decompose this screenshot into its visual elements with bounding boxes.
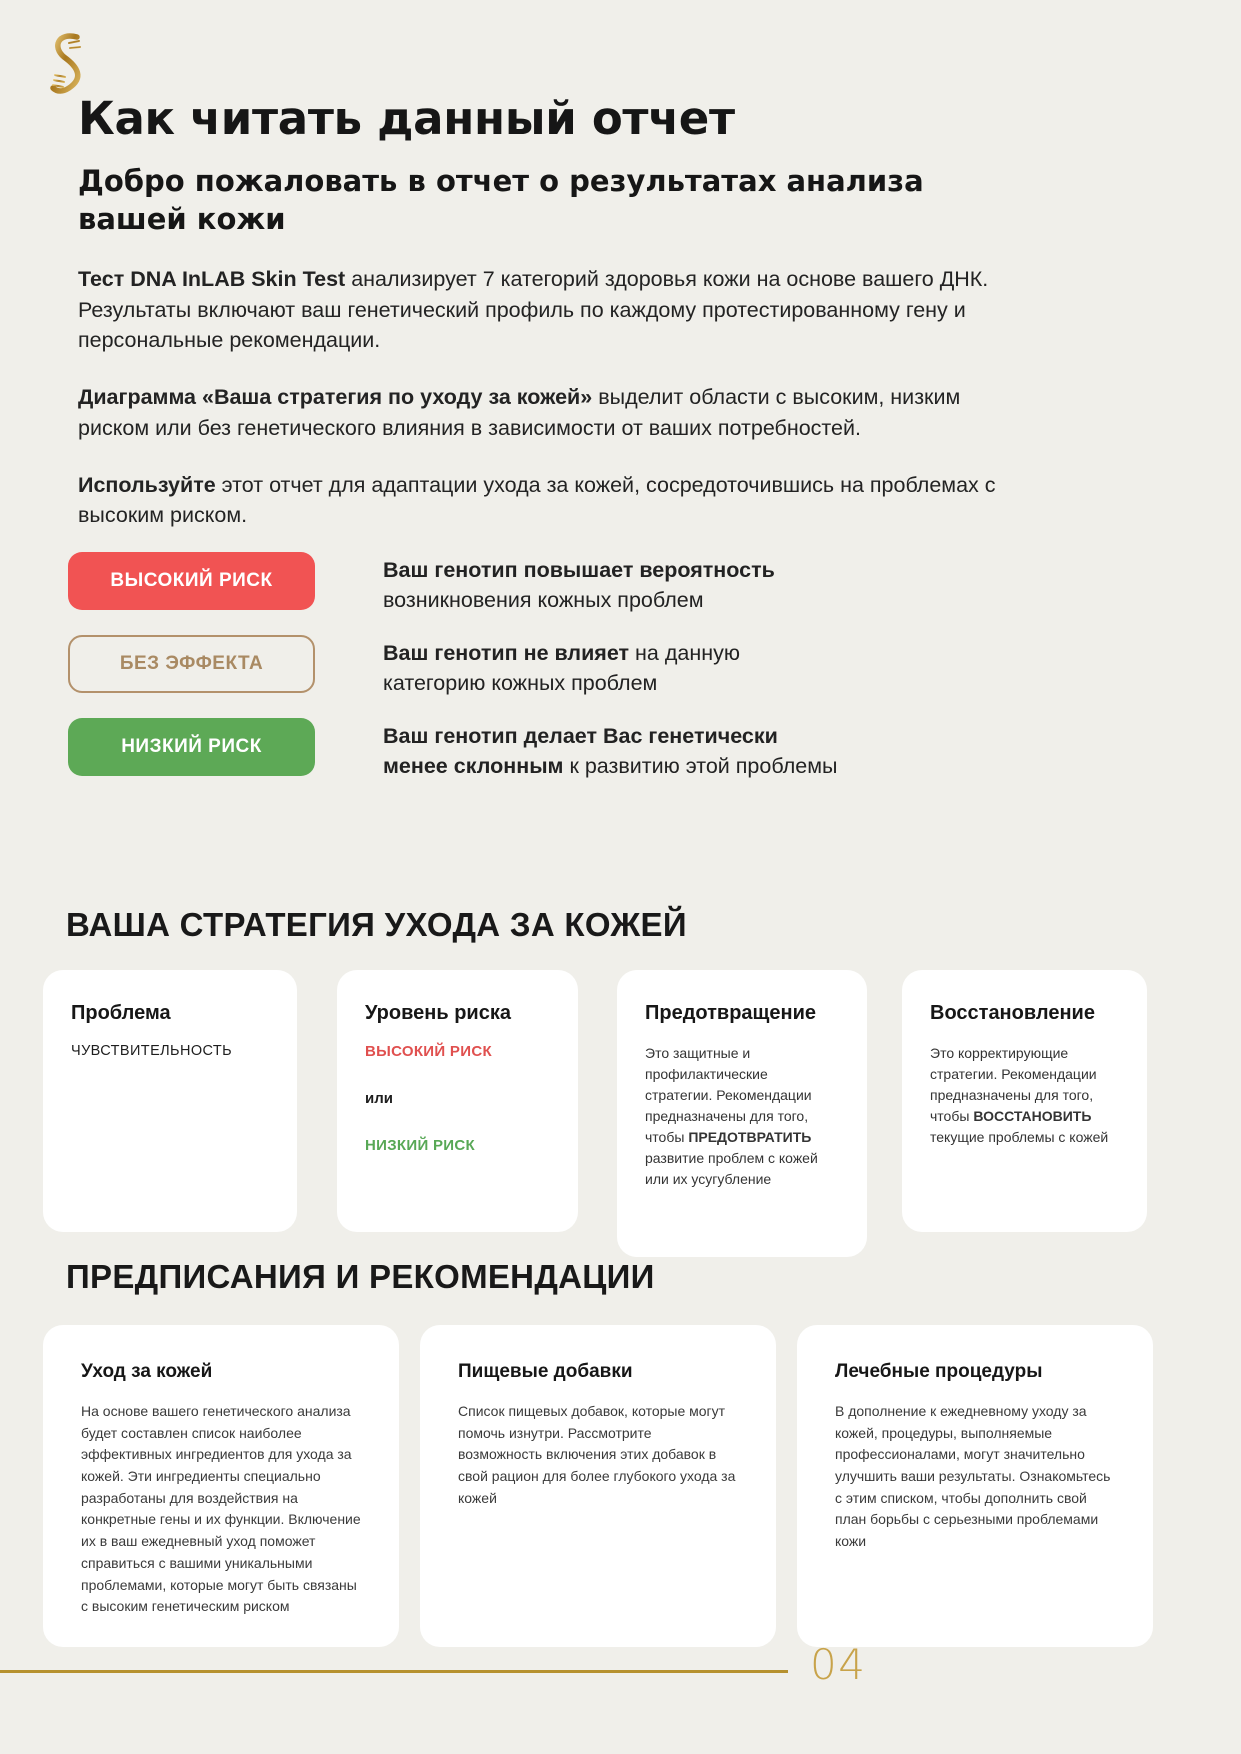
card-treatments xyxy=(797,1325,1153,1647)
low-risk-description xyxy=(383,718,837,781)
high-risk-description xyxy=(383,552,775,615)
card-title: Предотвращение xyxy=(645,1002,817,1024)
description-line: Ваш генотип делает Вас генетически xyxy=(383,724,778,749)
low-risk-badge: НИЗКИЙ РИСК xyxy=(68,718,315,776)
intro-text: анализирует 7 категорий здоровья кожи на основе вашего ДНК. Результаты включают ваш генетический профиль по каждому протестированному гену и персональные рекомендации. xyxy=(78,267,989,353)
description-line: Ваш генотип не влияет на данную xyxy=(383,641,740,666)
prescriptions-cards-row xyxy=(43,1325,1153,1647)
description-line: менее склонным к развитию этой проблемы xyxy=(383,754,838,779)
risk-level-or-label: или xyxy=(365,1090,393,1107)
card-title: Пищевые добавки xyxy=(458,1361,633,1382)
dna-helix-logo-icon xyxy=(44,30,90,98)
card-risk-level xyxy=(337,970,578,1232)
card-body: Это защитные и профилактические стратегии. Рекомендации предназначены для того, чтобы ПРЕДОТВРАТИТЬ развитие проблем с кожей или их усугубление xyxy=(645,1045,818,1187)
intro-section xyxy=(78,264,1023,557)
strategy-section-heading: ВАША СТРАТЕГИЯ УХОДА ЗА КОЖЕЙ xyxy=(66,906,687,943)
risk-level-low-label: НИЗКИЙ РИСК xyxy=(365,1137,475,1154)
card-body: Это корректирующие стратегии. Рекомендации предназначены для того, чтобы ВОССТАНОВИТЬ текущие проблемы с кожей xyxy=(930,1045,1109,1145)
intro-lead: Используйте xyxy=(78,472,216,497)
legend-row-no-effect xyxy=(68,635,837,698)
page-title: Как читать данный отчет xyxy=(78,92,735,145)
intro-text: этот отчет для адаптации ухода за кожей, сосредоточившись на проблемах с высоким риском. xyxy=(78,472,996,528)
card-body: В дополнение к ежедневному уходу за кожей, процедуры, выполняемые профессионалами, могут значительно улучшить ваши результаты. Ознакомьтесь с этим списком, чтобы дополнить свой план борьбы с серьезными проблемами кожи xyxy=(835,1403,1111,1550)
card-title: Уход за кожей xyxy=(81,1361,213,1382)
no-effect-description xyxy=(383,635,740,698)
risk-legend xyxy=(68,552,837,802)
card-supplements xyxy=(420,1325,776,1647)
problem-value: ЧУВСТВИТЕЛЬНОСТЬ xyxy=(71,1043,233,1059)
page-subtitle: Добро пожаловать в отчет о результатах анализа вашей кожи xyxy=(78,164,924,236)
strategy-cards-row xyxy=(43,970,1147,1257)
legend-row-low-risk xyxy=(68,718,837,781)
card-title: Лечебные процедуры xyxy=(835,1361,1043,1382)
legend-row-high-risk xyxy=(68,552,837,615)
card-title: Уровень риска xyxy=(365,1002,511,1024)
description-line: Ваш генотип повышает вероятность xyxy=(383,558,775,582)
description-line: возникновения кожных проблем xyxy=(383,588,704,613)
intro-lead: Тест DNA InLAB Skin Test xyxy=(78,267,346,291)
intro-paragraph-diagram xyxy=(78,382,1023,443)
card-problem xyxy=(43,970,297,1232)
intro-paragraph-use xyxy=(78,470,1023,531)
card-restoration xyxy=(902,970,1147,1232)
page-number: 04 xyxy=(810,1640,867,1689)
prescriptions-section-heading: ПРЕДПИСАНИЯ И РЕКОМЕНДАЦИИ xyxy=(66,1258,655,1295)
intro-paragraph-test xyxy=(78,264,1023,356)
footer-divider-line xyxy=(0,1670,788,1673)
card-skincare xyxy=(43,1325,399,1647)
intro-text: выделит области с высоким, низким риском или без генетического влияния в зависимости от ваших потребностей. xyxy=(78,385,961,440)
card-title: Восстановление xyxy=(930,1002,1095,1024)
no-effect-badge: БЕЗ ЭФФЕКТА xyxy=(68,635,315,693)
risk-level-high-label: ВЫСОКИЙ РИСК xyxy=(365,1043,492,1060)
description-line: категорию кожных проблем xyxy=(383,671,658,696)
card-prevention xyxy=(617,970,867,1257)
high-risk-badge: ВЫСОКИЙ РИСК xyxy=(68,552,315,610)
card-body: Список пищевых добавок, которые могут помочь изнутри. Рассмотрите возможность включения этих добавок в свой рацион для более глубокого ухода за кожей xyxy=(458,1403,736,1506)
card-title: Проблема xyxy=(71,1002,171,1024)
intro-lead: Диаграмма «Ваша стратегия по уходу за кожей» xyxy=(78,385,593,410)
card-body: На основе вашего генетического анализа будет составлен список наиболее эффективных ингредиентов для ухода за кожей. Эти ингредиенты специально разработаны для воздействия на конкретные гены и их функции. Включение их в ваш ежедневный уход поможет справиться с вашими уникальными проблемами, которые могут быть связаны с высоким генетическим риском xyxy=(81,1403,361,1615)
